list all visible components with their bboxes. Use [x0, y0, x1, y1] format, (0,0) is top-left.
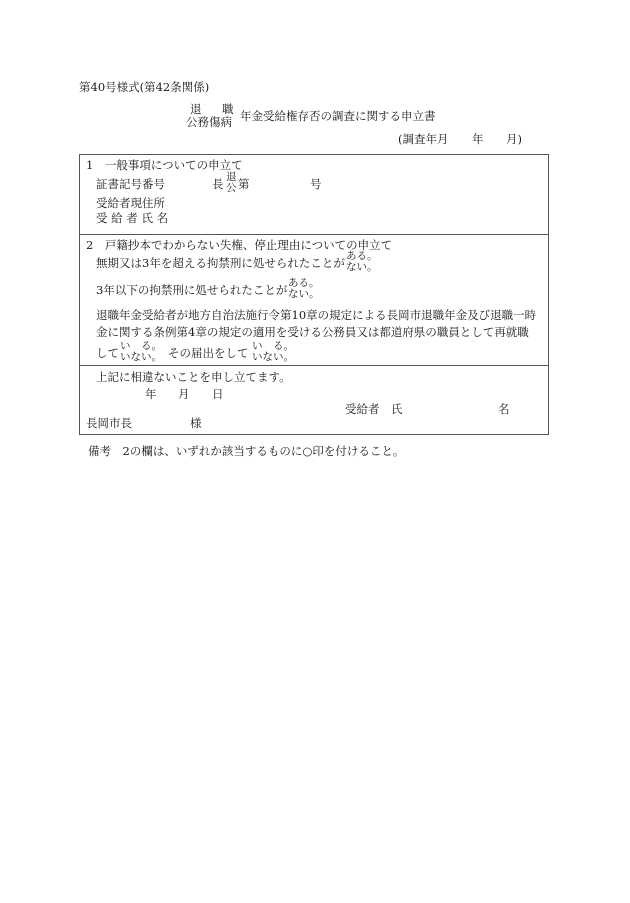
footnote: 備考 2の欄は、いずれか該当するものに○印を付けること。	[88, 444, 405, 458]
survey-year: 年	[472, 132, 484, 146]
cert-type-stack	[226, 172, 237, 194]
title-top-right: 職	[222, 102, 234, 116]
section-divider-2	[79, 365, 549, 366]
reemployment-options-2	[252, 341, 294, 363]
cert-number-label: 証書記号番号	[96, 177, 165, 191]
cert-prefix: 長	[212, 177, 224, 191]
recipient-name-label: 受給者 氏	[345, 402, 403, 416]
form-id: 第40号様式(第42条関係)	[79, 80, 210, 94]
section2-heading: 2 戸籍抄本でわからない失権、停止理由についての申立て	[86, 238, 393, 252]
question-1: 無期又は3年を超える拘禁刑に処せられたことが	[96, 256, 345, 270]
reemployment-line-2: 金に関する条例第4章の規定の適用を受ける公務員又は都道府県の職員として再就職	[96, 325, 529, 339]
question-2: 3年以下の拘禁刑に処せられたことが	[96, 283, 288, 297]
question-1-options	[346, 251, 378, 273]
date-year: 年	[145, 387, 157, 401]
reemployment-option-2-no: いない。	[252, 351, 294, 363]
question-1-option-no: ない。	[346, 261, 378, 273]
reemployment-option-1-no: いない。	[120, 351, 162, 363]
declaration-text: 上記に相違ないことを申し立てます。	[96, 370, 291, 384]
question-2-option-no: ない。	[288, 288, 320, 300]
title-top-left: 退	[190, 102, 202, 116]
section-divider-1	[79, 234, 549, 235]
cert-type-top: 退	[226, 171, 237, 183]
date-day: 日	[212, 387, 224, 401]
cert-go: 号	[310, 177, 322, 191]
question-1-option-yes: ある。	[346, 250, 378, 262]
cert-type-bottom: 公	[226, 182, 237, 194]
recipient-name-mei: 名	[498, 402, 510, 416]
reemployment-option-1-yes: い る。	[120, 340, 162, 352]
survey-month: 月)	[506, 132, 522, 146]
question-2-options	[288, 278, 320, 300]
date-month: 月	[178, 387, 190, 401]
addressee: 長岡市長	[86, 416, 132, 430]
survey-open: (調査年月	[398, 132, 449, 146]
reemployment-option-2-yes: い る。	[252, 340, 294, 352]
question-2-option-yes: ある。	[288, 277, 320, 289]
cert-dai: 第	[238, 177, 250, 191]
title-bottom-left: 公務傷病	[186, 115, 232, 129]
reemployment-options-1	[120, 341, 162, 363]
reemployment-line-3-lead: して	[96, 346, 119, 360]
title-main: 年金受給権存否の調査に関する申立書	[240, 109, 436, 123]
reemployment-line-1: 退職年金受給者が地方自治法施行令第10章の規定による長岡市退職年金及び退職一時	[96, 308, 537, 322]
address-label: 受給者現住所	[96, 196, 165, 210]
name-label: 受 給 者 氏 名	[96, 211, 169, 225]
addressee-sama: 様	[190, 416, 202, 430]
section1-heading: 1 一般事項についての申立て	[86, 158, 243, 172]
reemployment-line-3-mid: その届出をして	[168, 346, 249, 360]
